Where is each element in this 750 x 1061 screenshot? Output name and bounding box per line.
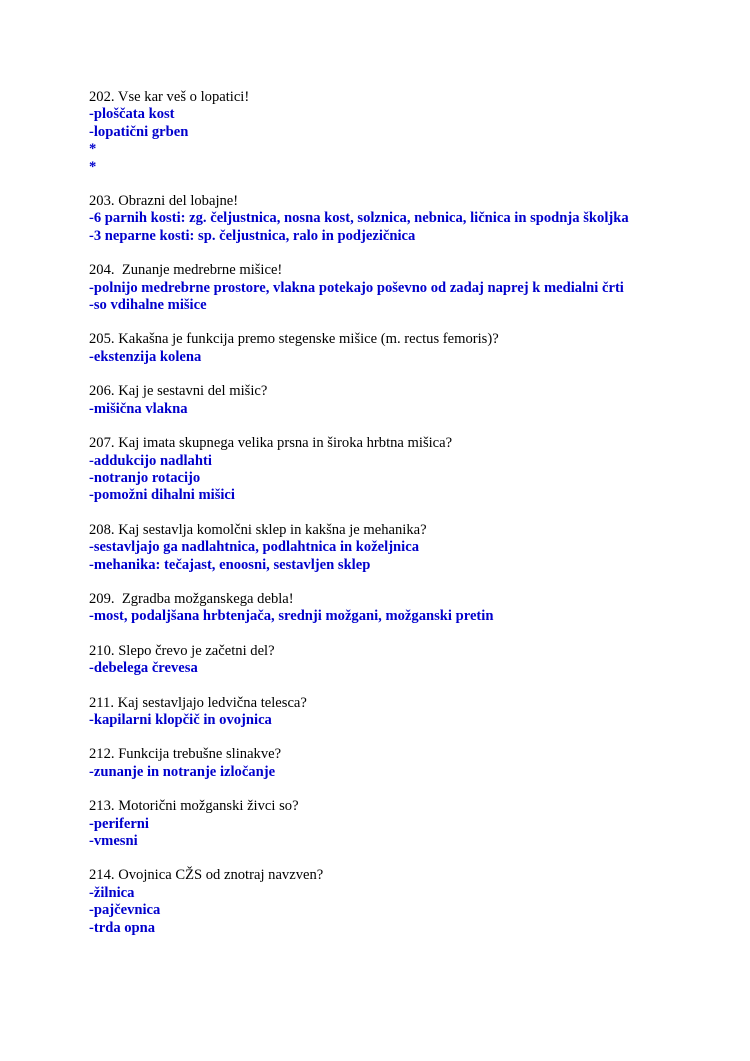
question-text: 210. Slepo črevo je začetni del? bbox=[89, 642, 275, 659]
answer-text: -ekstenzija kolena bbox=[89, 348, 202, 365]
answer-text: * bbox=[89, 141, 97, 158]
qa-block bbox=[89, 383, 750, 418]
qa-block bbox=[89, 435, 750, 505]
answer-text: -pajčevnica bbox=[89, 902, 161, 919]
question-text: 202. Vse kar veš o lopatici! bbox=[89, 89, 250, 105]
answer-text: -addukcijo nadlahti bbox=[89, 452, 212, 469]
question-text: 208. Kaj sestavlja komolčni sklep in kakšna je mehanika? bbox=[89, 521, 427, 538]
answer-text: -pomožni dihalni mišici bbox=[89, 487, 235, 504]
question-text: 207. Kaj imata skupnega velika prsna in široka hrbtna mišica? bbox=[89, 435, 453, 452]
answer-text: -zunanje in notranje izločanje bbox=[89, 763, 276, 780]
qa-block bbox=[89, 522, 750, 574]
answer-text: -vmesni bbox=[89, 833, 138, 849]
answer-text: -notranjo rotacijo bbox=[89, 469, 201, 486]
answer-text: -mišična vlakna bbox=[89, 400, 188, 417]
question-text: 212. Funkcija trebušne slinakve? bbox=[89, 746, 282, 763]
answer-text: -so vdihalne mišice bbox=[89, 297, 207, 314]
qa-block bbox=[89, 591, 750, 626]
question-text: 206. Kaj je sestavni del mišic? bbox=[89, 383, 268, 400]
answer-text: -kapilarni klopčič in ovojnica bbox=[89, 711, 272, 728]
qa-block bbox=[89, 643, 750, 678]
answer-text: -sestavljajo ga nadlahtnica, podlahtnica in koželjnica bbox=[89, 539, 420, 556]
qa-block bbox=[89, 867, 750, 937]
answer-text: -lopatični grben bbox=[89, 123, 189, 140]
answer-text: -periferni bbox=[89, 815, 149, 832]
question-text: 214. Ovojnica CŽS od znotraj navzven? bbox=[89, 867, 324, 884]
answer-text: -polnijo medrebrne prostore, vlakna potekajo poševno od zadaj naprej k medialni črti bbox=[89, 279, 624, 296]
answer-text: * bbox=[89, 158, 97, 175]
question-text: 205. Kakašna je funkcija premo stegenske mišice (m. rectus femoris)? bbox=[89, 331, 499, 348]
question-text: 204. Zunanje medrebrne mišice! bbox=[89, 262, 283, 279]
qa-block bbox=[89, 262, 750, 314]
question-text: 213. Motorični možganski živci so? bbox=[89, 798, 299, 815]
question-text: 211. Kaj sestavljajo ledvična telesca? bbox=[89, 694, 307, 711]
answer-text: -ploščata kost bbox=[89, 106, 175, 123]
answer-text: -6 parnih kosti: zg. čeljustnica, nosna kost, solznica, nebnica, ličnica in spodnja školjka bbox=[89, 210, 629, 227]
question-text: 209. Zgradba možganskega debla! bbox=[89, 590, 294, 607]
qa-block bbox=[89, 89, 750, 176]
qa-block bbox=[89, 746, 750, 781]
answer-text: -mehanika: tečajast, enoosni, sestavljen sklep bbox=[89, 556, 371, 573]
question-text: 203. Obrazni del lobajne! bbox=[89, 193, 239, 210]
qa-block bbox=[89, 193, 750, 245]
qa-block bbox=[89, 798, 750, 850]
answer-text: -trda opna bbox=[89, 919, 156, 936]
answer-text: -žilnica bbox=[89, 884, 135, 901]
answer-text: -3 neparne kosti: sp. čeljustnica, ralo in podjezičnica bbox=[89, 227, 416, 244]
qa-block bbox=[89, 695, 750, 730]
answer-text: -debelega črevesa bbox=[89, 660, 198, 677]
qa-list bbox=[89, 89, 750, 937]
answer-text: -most, podaljšana hrbtenjača, srednji možgani, možganski pretin bbox=[89, 608, 494, 625]
qa-block bbox=[89, 331, 750, 366]
